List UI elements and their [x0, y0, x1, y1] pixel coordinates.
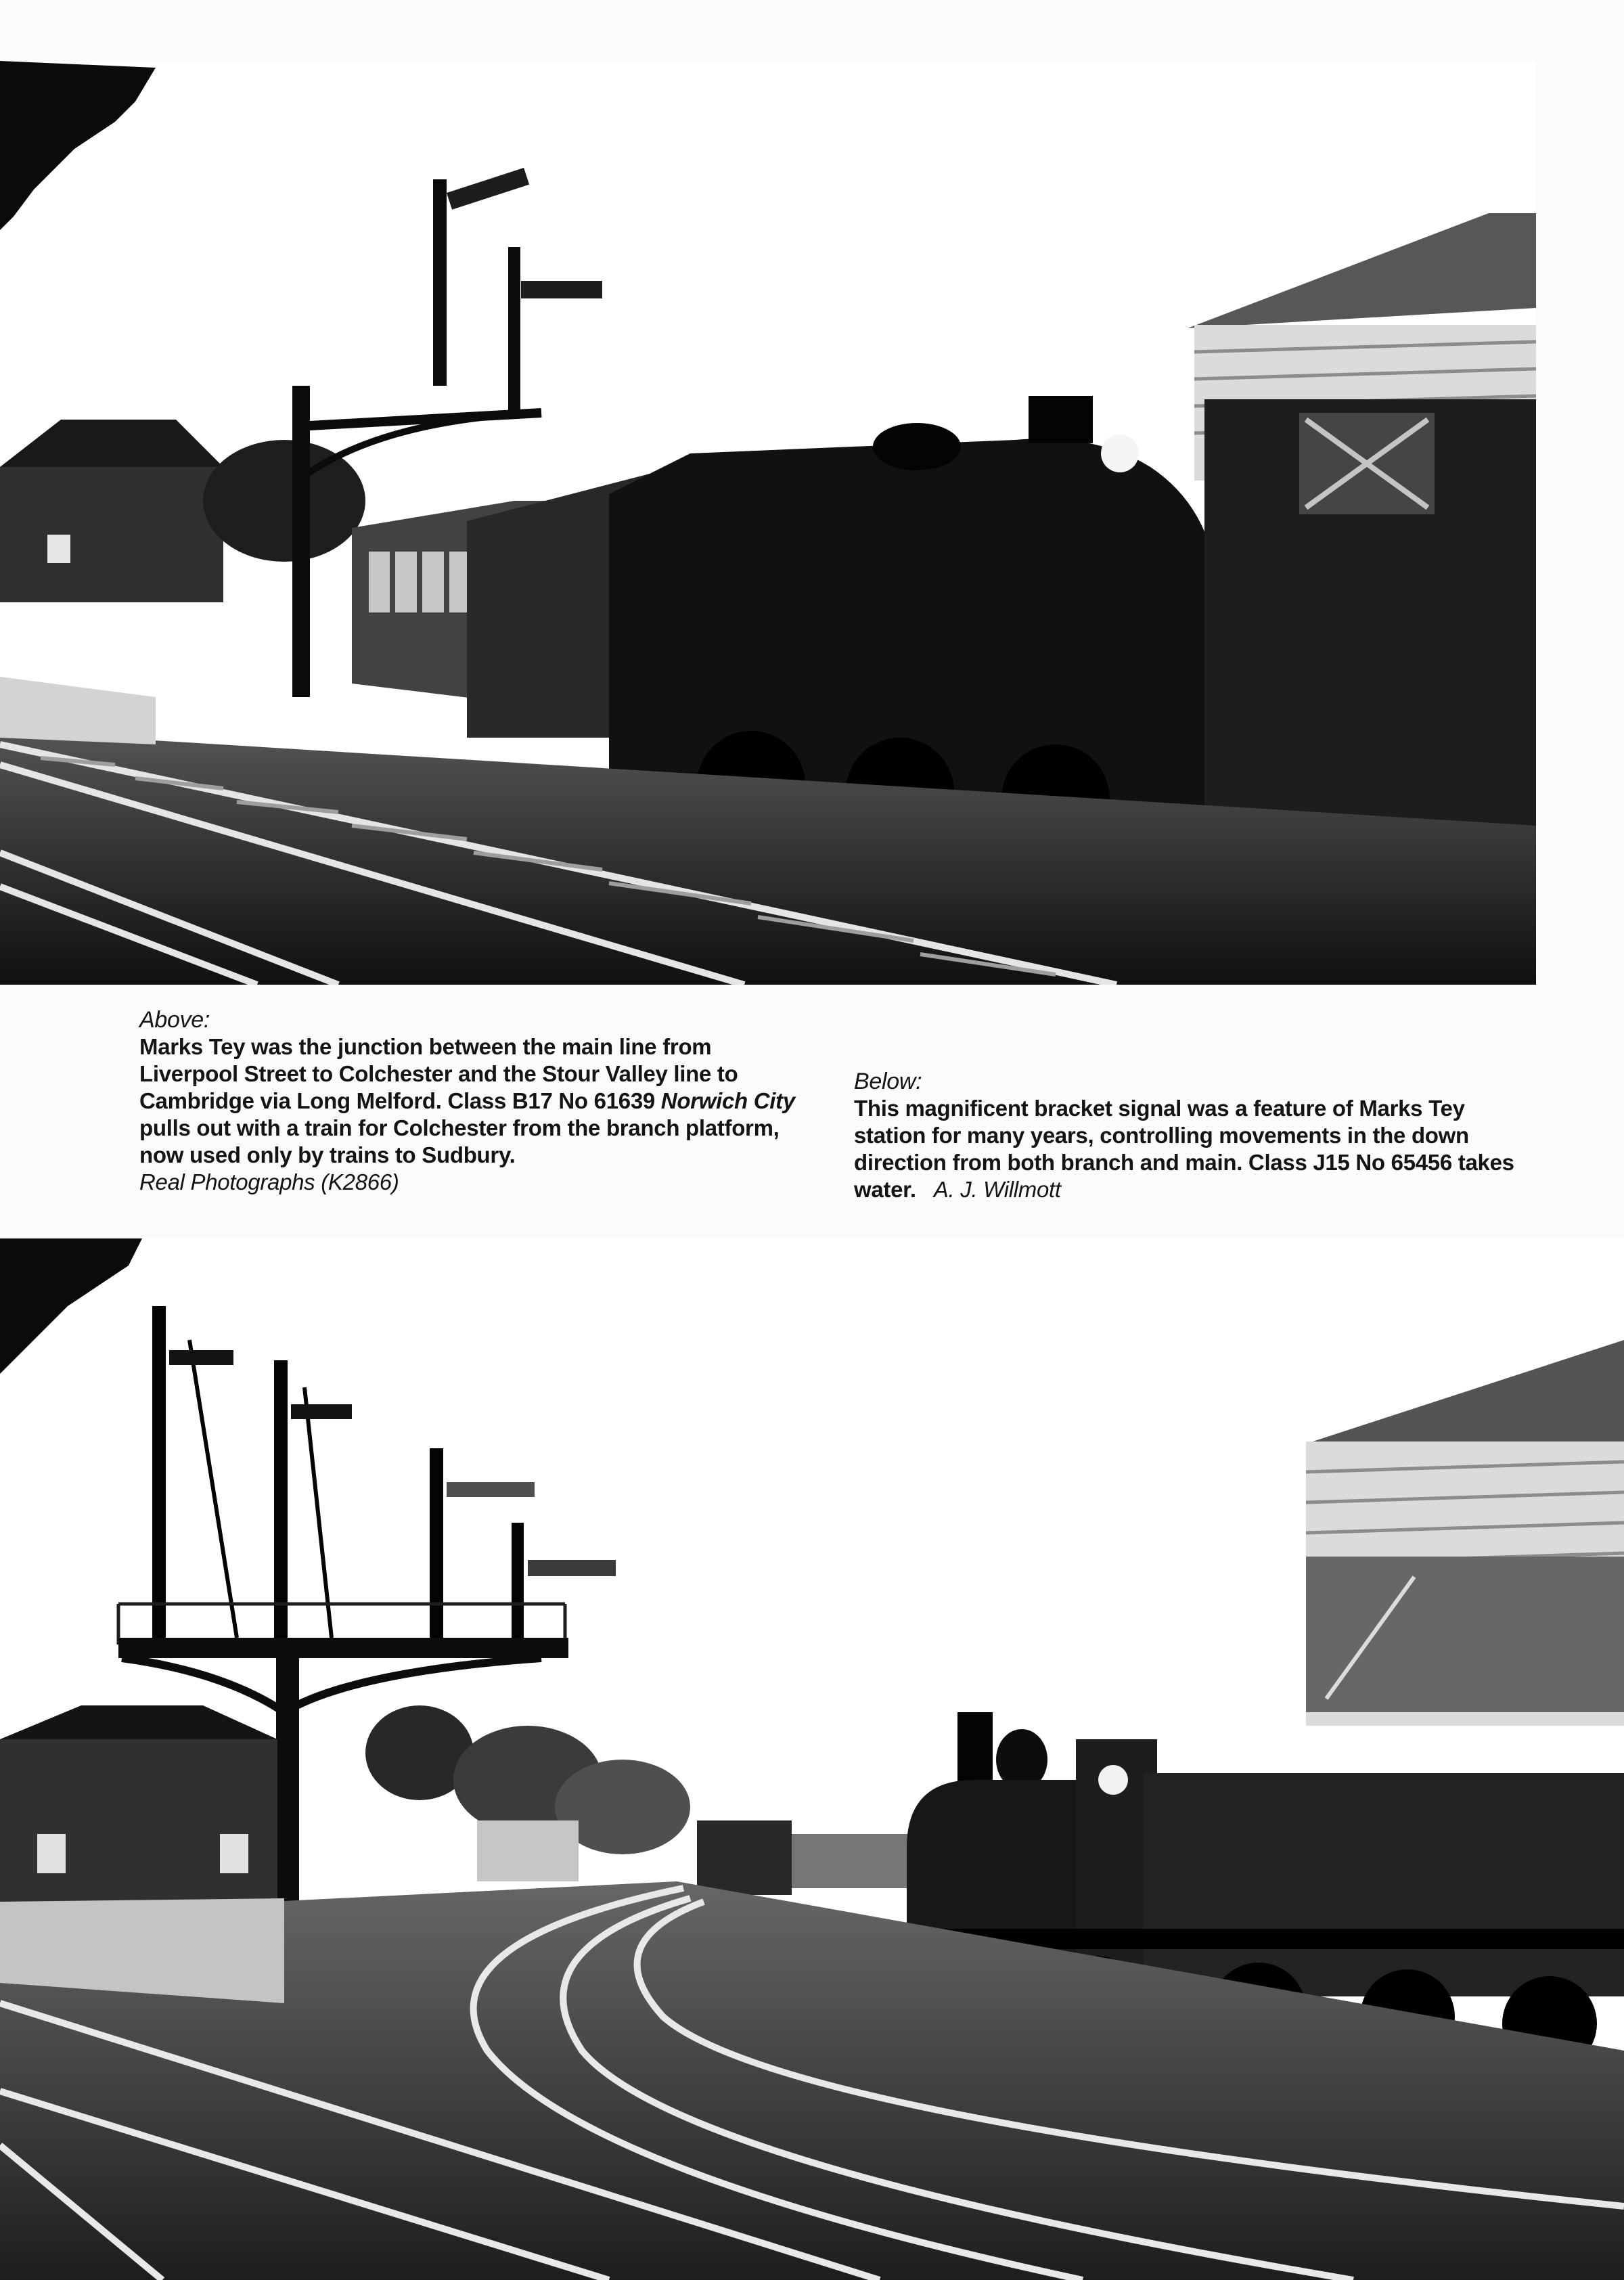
caption-above-loco-name: Norwich City — [660, 1088, 795, 1113]
caption-above-text-part-2: pulls out with a train for Colchester from the branch platform, now used only by trains to Sudbury. — [139, 1115, 780, 1167]
caption-below — [854, 1068, 1537, 1203]
caption-below-credit: A. J. Willmott — [933, 1177, 1061, 1202]
caption-above — [139, 1006, 816, 1196]
top-photograph — [0, 61, 1536, 985]
bottom-photograph — [0, 1238, 1624, 2280]
caption-below-heading: Below: — [854, 1069, 922, 1094]
caption-above-text-part-1: Marks Tey was the junction between the main line from Liverpool Street to Colchester and the Stour Valley line to Cambridge via Long Melford. Class B17 No 61639 — [139, 1034, 738, 1113]
caption-below-text: This magnificent bracket signal was a feature of Marks Tey station for many years, controlling movements in the down direction from both branch and main. Class J15 No 65456 takes water. — [854, 1096, 1514, 1202]
caption-above-credit: Real Photographs (K2866) — [139, 1169, 399, 1194]
caption-above-heading: Above: — [139, 1007, 210, 1033]
